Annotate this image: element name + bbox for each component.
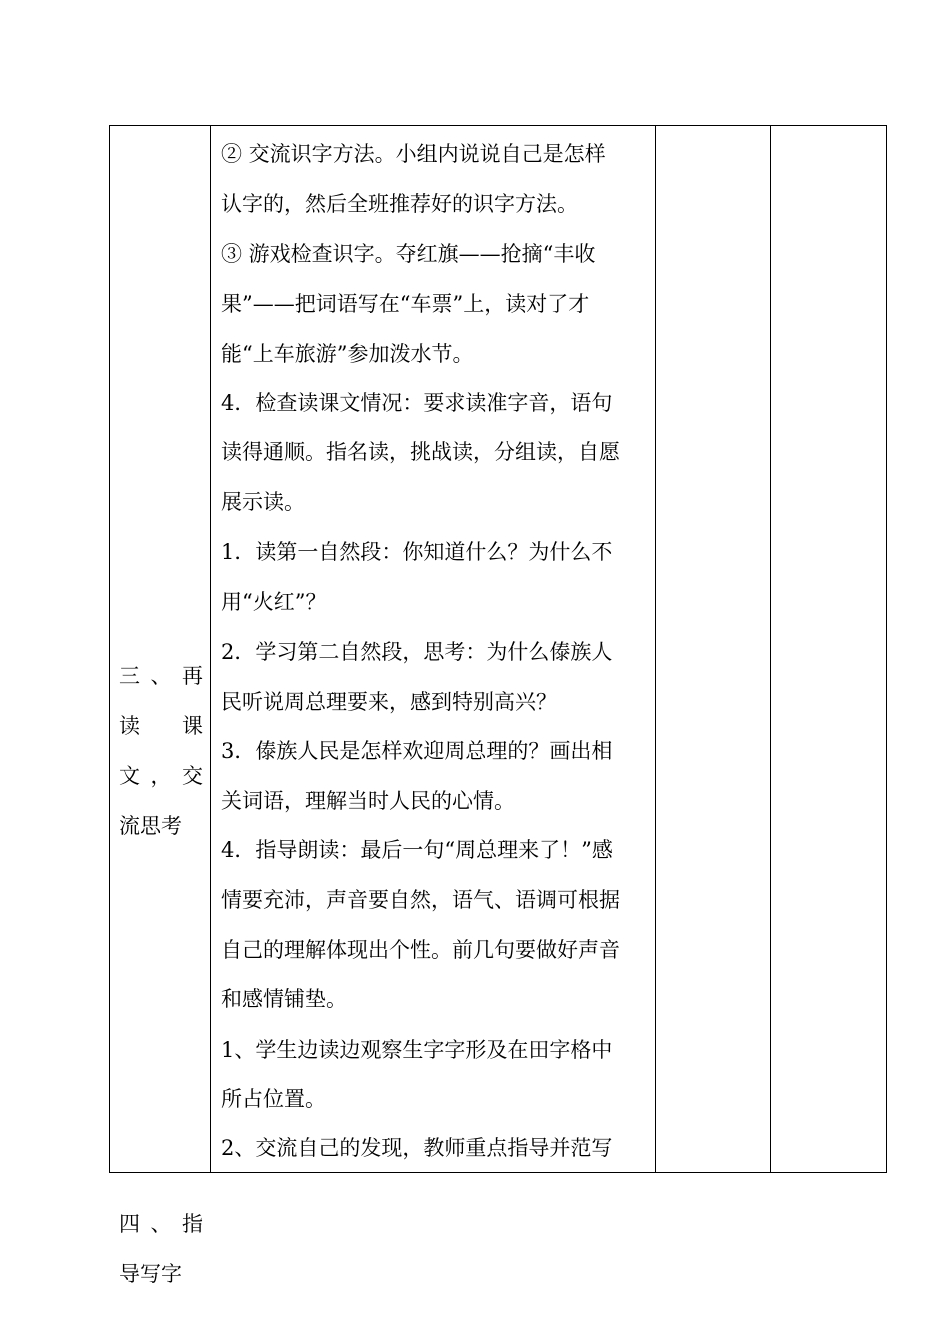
- activity-line: 民听说周总理要来，感到特别高兴？: [221, 690, 557, 714]
- activity-line: 展示读。: [221, 490, 305, 514]
- char: ，: [150, 764, 172, 788]
- empty-cell-4: [771, 126, 887, 1173]
- activity-line: 果”——把词语写在“车票”上，读对了才: [221, 292, 590, 316]
- activity-line: 所占位置。: [221, 1087, 326, 1111]
- activity-line: ② 交流识字方法。小组内说说自己是怎样: [221, 142, 606, 166]
- activity-line: 4．指导朗读：最后一句“周总理来了！”感: [221, 838, 613, 862]
- char: 、: [150, 1212, 172, 1236]
- char: 四: [119, 1212, 140, 1236]
- char: 、: [150, 664, 172, 688]
- activity-line: 关词语，理解当时人民的心情。: [221, 789, 515, 813]
- activity-line: 1、学生边读边观察生字字形及在田字格中: [221, 1038, 613, 1062]
- activity-cell: [211, 126, 656, 1173]
- activity-line: 用“火红”？: [221, 590, 327, 614]
- activity-line: 2．学习第二自然段，思考：为什么傣族人: [221, 640, 613, 664]
- stage-3-title-line-4: 流思考: [119, 814, 182, 838]
- activity-line: 读得通顺。指名读，挑战读，分组读，自愿: [221, 440, 620, 464]
- char: 文: [119, 764, 140, 788]
- activity-line: 和感情铺垫。: [221, 987, 347, 1011]
- stage-3-title-line-3: [119, 764, 203, 788]
- stage-4-title-line-1: [119, 1212, 203, 1236]
- stage-3-title-line-1: [119, 664, 203, 688]
- char: 读: [119, 714, 140, 738]
- activity-line: 4．检查读课文情况：要求读准字音，语句: [221, 391, 613, 415]
- char: 再: [182, 664, 203, 688]
- char: 课: [182, 714, 203, 738]
- activity-line: 2、交流自己的发现，教师重点指导并范写: [221, 1136, 613, 1160]
- activity-line: ③ 游戏检查识字。夺红旗——抢摘“丰收: [221, 242, 596, 266]
- stage-3-title-line-2: [119, 714, 203, 738]
- activity-line: 自己的理解体现出个性。前几句要做好声音: [221, 938, 620, 962]
- char: 三: [119, 664, 140, 688]
- activity-line: 情要充沛，声音要自然，语气、语调可根据: [221, 888, 620, 912]
- activity-line: 能“上车旅游”参加泼水节。: [221, 342, 474, 366]
- stage-4-title-line-2: 导写字: [119, 1262, 182, 1286]
- char: 交: [182, 764, 203, 788]
- activity-line: 认字的，然后全班推荐好的识字方法。: [221, 192, 578, 216]
- activity-line: 1．读第一自然段：你知道什么？为什么不: [221, 540, 613, 564]
- empty-cell-3: [656, 126, 771, 1173]
- stage-cell: [110, 126, 211, 1286]
- activity-line: 3．傣族人民是怎样欢迎周总理的？画出相: [221, 739, 613, 763]
- table-row: [110, 126, 887, 1173]
- lesson-plan-table: [109, 125, 887, 1286]
- char: 指: [182, 1212, 203, 1236]
